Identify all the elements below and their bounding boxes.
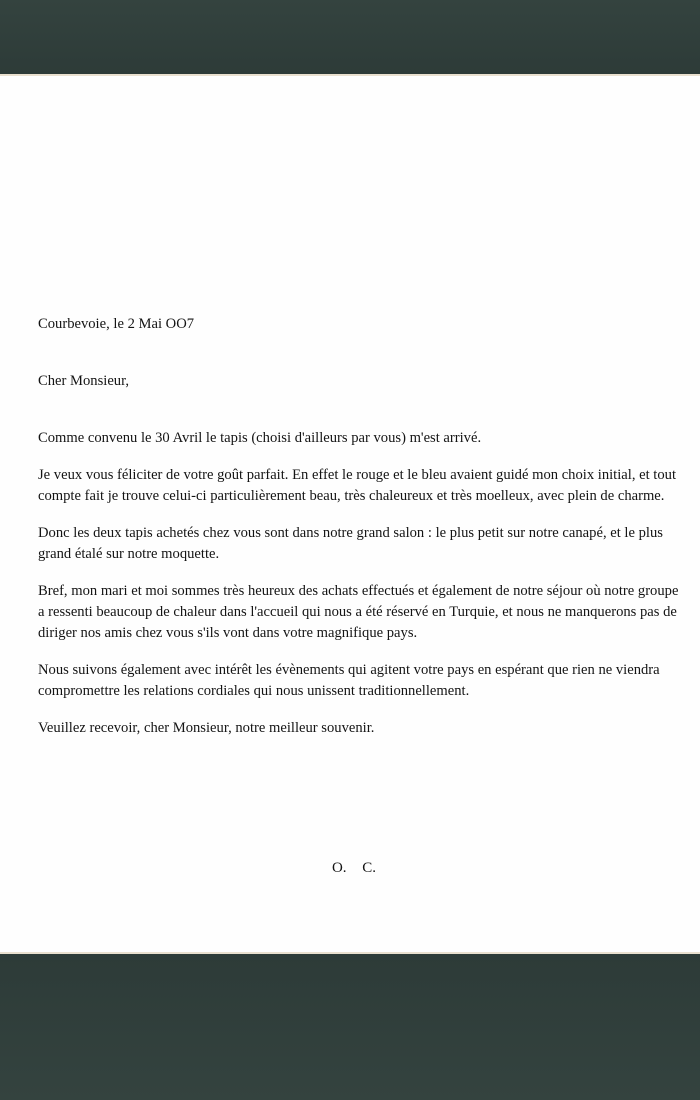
paragraph-4: Bref, mon mari et moi sommes très heureux des achats effectués et également de notre séjour où notre groupe a ressenti beaucoup de chaleur dans l'accueil qui nous a été réservé en Turquie, et nous ne manquerons pas de diriger nos amis chez vous s'ils vont dans votre magnifique pays. — [38, 583, 679, 641]
paragraph-1: Comme convenu le 30 Avril le tapis (choisi d'ailleurs par vous) m'est arrivé. — [38, 430, 482, 446]
salutation-text: Cher Monsieur, — [38, 373, 130, 389]
scanner-background-top — [0, 0, 700, 74]
place-date-text: Courbevoie, le 2 Mai OO7 — [38, 316, 195, 332]
paragraph-6: Veuillez recevoir, cher Monsieur, notre meilleur souvenir. — [38, 720, 375, 736]
paragraph-2: Je veux vous féliciter de votre goût parfait. En effet le rouge et le bleu avaient guidé mon choix initial, et tout compte fait je trouve celui-ci particulièrement beau, très chaleureux et très moelleux, avec plein de charme. — [38, 467, 676, 504]
signature-initials: O. C. — [331, 860, 377, 876]
letter-page — [0, 74, 700, 954]
place-date — [38, 314, 688, 335]
scanner-background-bottom — [0, 954, 700, 1100]
salutation — [38, 371, 688, 392]
paragraph-3: Donc les deux tapis achetés chez vous sont dans notre grand salon : le plus petit sur notre canapé, et le plus grand étalé sur notre moquette. — [38, 525, 663, 562]
paragraph-5: Nous suivons également avec intérêt les évènements qui agitent votre pays en espérant que rien ne viendra compromettre les relations cordiales qui nous unissent traditionnellement. — [38, 662, 660, 699]
letter-body — [38, 428, 688, 755]
